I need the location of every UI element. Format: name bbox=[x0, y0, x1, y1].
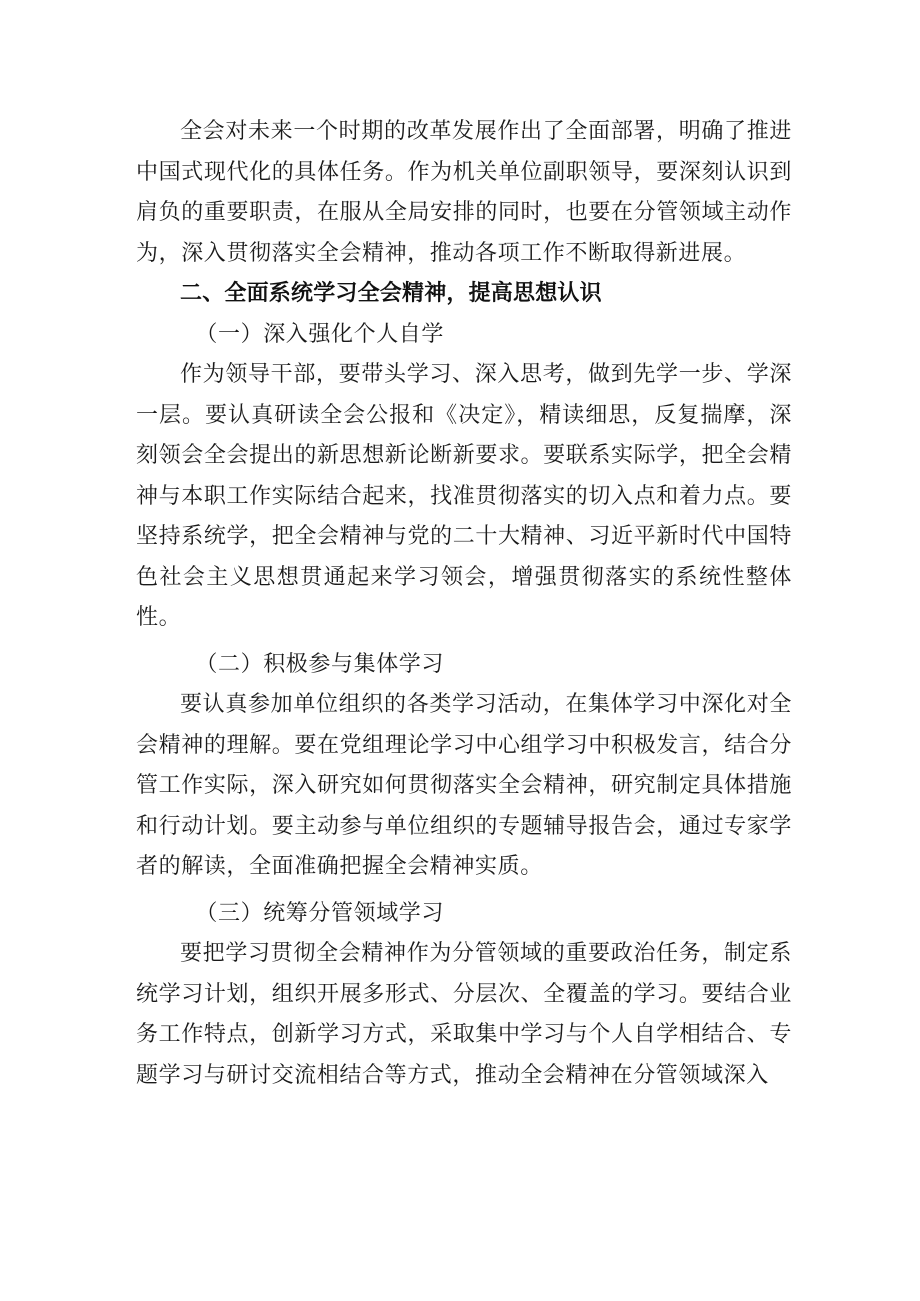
paragraph-domain-study: 要把学习贯彻全会精神作为分管领域的重要政治任务，制定系统学习计划，组织开展多形式、分层次、全覆盖的学习。要结合业务工作特点，创新学习方式，采取集中学习与个人自学相结合、专题学习与研讨交流相结合等方式，推动全会精神在分管领域深入 bbox=[136, 941, 792, 1088]
subsection-heading-3: （三）统筹分管领域学习 bbox=[195, 900, 444, 926]
paragraph-group-study: 要认真参加单位组织的各类学习活动，在集体学习中深化对全会精神的理解。要在党组理论学习中心组学习中积极发言，结合分管工作实际，深入研究如何贯彻落实全会精神，研究制定具体措施和行动计划。要主动参与单位组织的专题辅导报告会，通过专家学者的解读，全面准确把握全会精神实质。 bbox=[136, 692, 792, 879]
document-body bbox=[136, 112, 792, 1096]
subsection-heading-1: （一）深入强化个人自学 bbox=[195, 321, 444, 347]
paragraph-self-study: 作为领导干部，要带头学习、深入思考，做到先学一步、学深一层。要认真研读全会公报和《决定》，精读细思，反复揣摩，深刻领会全会提出的新思想新论断新要求。要联系实际学，把全会精神与本职工作实际结合起来，找准贯彻落实的切入点和着力点。要坚持系统学，把全会精神与党的二十大精神、习近平新时代中国特色社会主义思想贯通起来学习领会，增强贯彻落实的系统性整体性。 bbox=[136, 362, 792, 630]
subsection-heading-2: （二）积极参与集体学习 bbox=[195, 651, 444, 677]
paragraph-intro: 全会对未来一个时期的改革发展作出了全面部署，明确了推进中国式现代化的具体任务。作为机关单位副职领导，要深刻认识到肩负的重要职责，在服从全局安排的同时，也要在分管领域主动作为，深入贯彻落实全会精神，推动各项工作不断取得新进展。 bbox=[136, 119, 792, 266]
section-heading-2: 二、全面系统学习全会精神，提高思想认识 bbox=[180, 281, 602, 306]
